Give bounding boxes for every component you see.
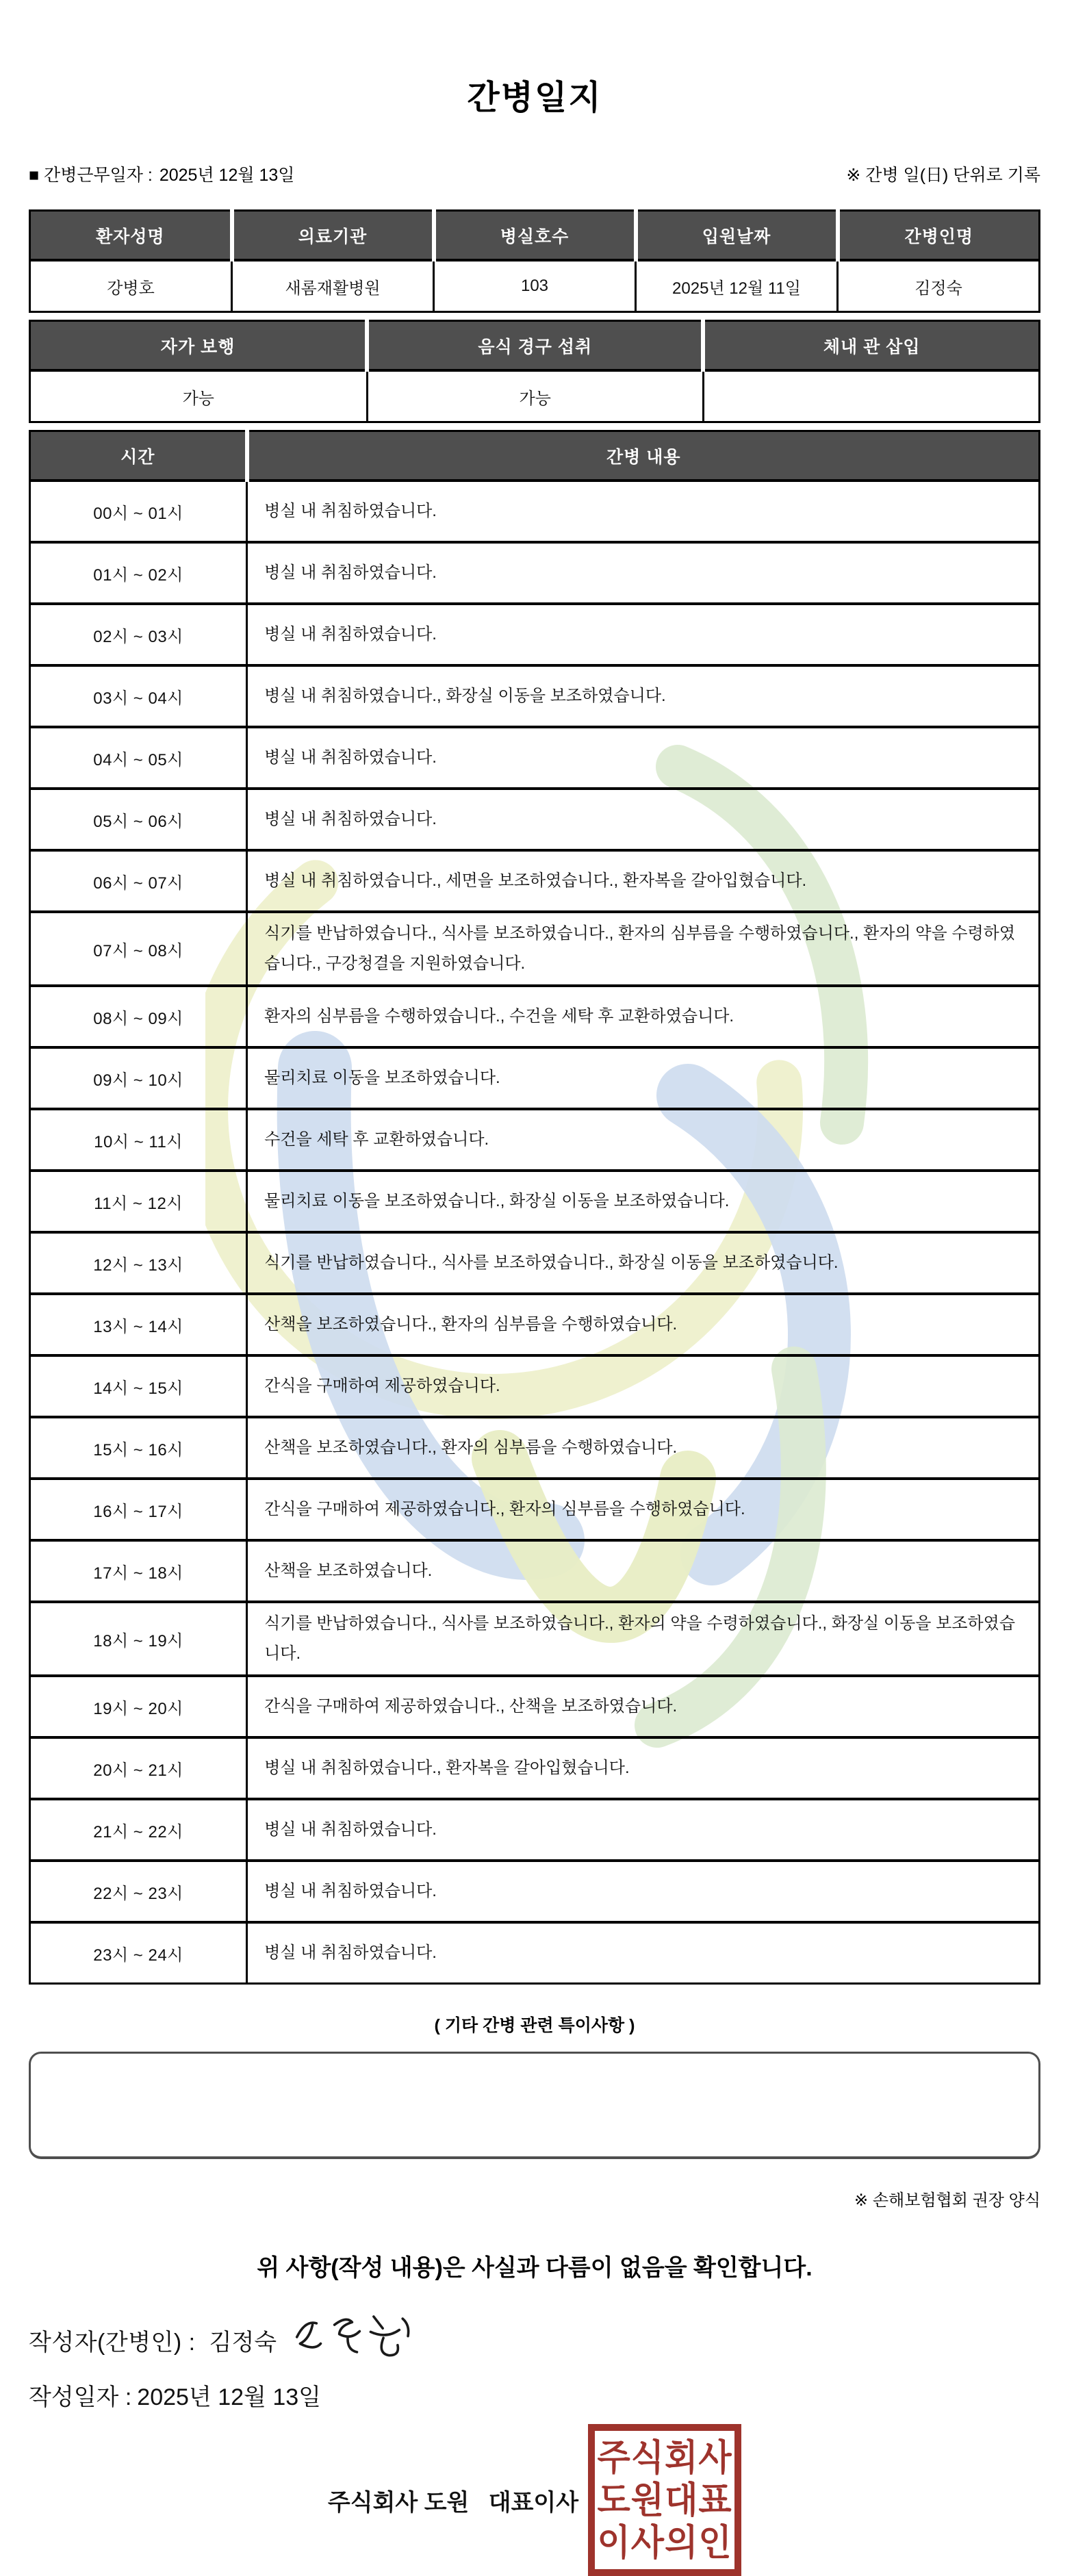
care-log-header-row — [30, 431, 1040, 481]
content-cell: 식기를 반납하였습니다., 식사를 보조하였습니다., 환자의 심부름을 수행하였습니다., 환자의 약을 수령하였습니다., 구강청결을 지원하였습니다. — [247, 912, 1040, 986]
page-title: 간병일지 — [467, 79, 602, 116]
care-log-row — [30, 1737, 1040, 1799]
content-cell: 물리치료 이동을 보조하였습니다., 화장실 이동을 보조하였습니다. — [247, 1171, 1040, 1232]
notes-box — [29, 2052, 1040, 2159]
care-log-row — [30, 1355, 1040, 1417]
content-cell: 물리치료 이동을 보조하였습니다. — [247, 1047, 1040, 1109]
time-cell: 22시 ~ 23시 — [30, 1861, 247, 1922]
time-cell: 03시 ~ 04시 — [30, 665, 247, 727]
care-log-row — [30, 542, 1040, 604]
time-cell: 06시 ~ 07시 — [30, 850, 247, 912]
header-caregiver-name: 간병인명 — [838, 211, 1040, 261]
care-log-row — [30, 912, 1040, 986]
content-cell: 병실 내 취침하였습니다. — [247, 481, 1040, 542]
date-label: 작성일자 : — [29, 2384, 132, 2410]
writer-line — [29, 2317, 1040, 2363]
time-cell: 01시 ~ 02시 — [30, 542, 247, 604]
time-cell: 13시 ~ 14시 — [30, 1294, 247, 1355]
value-medical-institution: 새롬재활병원 — [232, 260, 434, 312]
content-cell: 산책을 보조하였습니다., 환자의 심부름을 수행하였습니다. — [247, 1417, 1040, 1479]
care-log-row — [30, 1676, 1040, 1737]
handwritten-signature — [289, 2308, 422, 2367]
care-log-row — [30, 1922, 1040, 1984]
care-log-row — [30, 986, 1040, 1047]
date-value: 2025년 12월 13일 — [137, 2384, 321, 2410]
time-cell: 02시 ~ 03시 — [30, 604, 247, 665]
time-cell: 07시 ~ 08시 — [30, 912, 247, 986]
care-log-row — [30, 727, 1040, 789]
condition-table — [29, 320, 1040, 423]
time-cell: 00시 ~ 01시 — [30, 481, 247, 542]
seal-text-line: 이사의인 — [597, 2522, 732, 2563]
care-log-row — [30, 665, 1040, 727]
care-log-row — [30, 604, 1040, 665]
content-cell: 수건을 세탁 후 교환하였습니다. — [247, 1109, 1040, 1171]
time-cell: 10시 ~ 11시 — [30, 1109, 247, 1171]
content-cell: 병실 내 취침하였습니다., 세면을 보조하였습니다., 환자복을 갈아입혔습니다. — [247, 850, 1040, 912]
meta-row — [29, 162, 1040, 186]
care-log-row — [30, 1417, 1040, 1479]
time-cell: 16시 ~ 17시 — [30, 1479, 247, 1540]
value-room-number: 103 — [434, 260, 636, 312]
header-admission-date: 입원날짜 — [636, 211, 838, 261]
value-patient-name: 강병호 — [30, 260, 232, 312]
content-cell: 병실 내 취침하였습니다. — [247, 1861, 1040, 1922]
header-care-content: 간병 내용 — [247, 431, 1040, 481]
care-log-row — [30, 1479, 1040, 1540]
time-cell: 19시 ~ 20시 — [30, 1676, 247, 1737]
writer-label: 작성자(간병인) : — [29, 2329, 196, 2356]
company-row — [29, 2424, 1040, 2576]
content-cell: 병실 내 취침하였습니다., 화장실 이동을 보조하였습니다. — [247, 665, 1040, 727]
patient-info-table — [29, 209, 1040, 313]
content-cell: 병실 내 취침하였습니다. — [247, 789, 1040, 850]
value-tube-insertion — [703, 370, 1039, 422]
value-self-walking: 가능 — [30, 370, 368, 422]
care-log-row — [30, 789, 1040, 850]
condition-value-row — [30, 370, 1040, 422]
time-cell: 14시 ~ 15시 — [30, 1355, 247, 1417]
time-cell: 09시 ~ 10시 — [30, 1047, 247, 1109]
time-cell: 12시 ~ 13시 — [30, 1232, 247, 1294]
seal-text-line: 도원대표 — [597, 2479, 732, 2521]
content-cell: 간식을 구매하여 제공하였습니다., 환자의 심부름을 수행하였습니다. — [247, 1479, 1040, 1540]
care-log-row — [30, 481, 1040, 542]
content-cell: 병실 내 취침하였습니다. — [247, 604, 1040, 665]
time-cell: 15시 ~ 16시 — [30, 1417, 247, 1479]
content-cell: 식기를 반납하였습니다., 식사를 보조하였습니다., 화장실 이동을 보조하였습니다. — [247, 1232, 1040, 1294]
condition-header-row — [30, 321, 1040, 371]
seal-text-line: 주식회사 — [597, 2437, 732, 2478]
care-log-document — [29, 0, 1040, 2576]
header-medical-institution: 의료기관 — [232, 211, 434, 261]
content-cell: 식기를 반납하였습니다., 식사를 보조하였습니다., 환자의 약을 수령하였습니다., 화장실 이동을 보조하였습니다. — [247, 1602, 1040, 1676]
time-cell: 23시 ~ 24시 — [30, 1922, 247, 1984]
care-log-row — [30, 1540, 1040, 1602]
value-caregiver-name: 김정숙 — [838, 260, 1040, 312]
content-cell: 간식을 구매하여 제공하였습니다., 산책을 보조하였습니다. — [247, 1676, 1040, 1737]
time-cell: 11시 ~ 12시 — [30, 1171, 247, 1232]
time-cell: 18시 ~ 19시 — [30, 1602, 247, 1676]
time-cell: 08시 ~ 09시 — [30, 986, 247, 1047]
time-cell: 21시 ~ 22시 — [30, 1799, 247, 1861]
patient-info-header-row — [30, 211, 1040, 261]
care-log-row — [30, 1602, 1040, 1676]
date-line — [29, 2378, 1040, 2412]
value-admission-date: 2025년 12월 11일 — [636, 260, 838, 312]
care-work-date-value: 2025년 12월 13일 — [159, 166, 295, 185]
writer-name: 김정숙 — [209, 2329, 277, 2356]
content-cell: 병실 내 취침하였습니다. — [247, 1922, 1040, 1984]
time-cell: 05시 ~ 06시 — [30, 789, 247, 850]
care-log-row — [30, 1047, 1040, 1109]
notes-heading: ( 기타 간병 관련 특이사항 ) — [434, 2016, 635, 2035]
care-log-row — [30, 1232, 1040, 1294]
time-cell: 20시 ~ 21시 — [30, 1737, 247, 1799]
content-cell: 산책을 보조하였습니다., 환자의 심부름을 수행하였습니다. — [247, 1294, 1040, 1355]
content-cell: 병실 내 취침하였습니다. — [247, 1799, 1040, 1861]
header-time: 시간 — [30, 431, 247, 481]
form-recommendation-note: ※ 손해보험협회 권장 양식 — [854, 2191, 1040, 2210]
company-seal-stamp — [588, 2424, 741, 2576]
care-log-row — [30, 1861, 1040, 1922]
care-log-row — [30, 1171, 1040, 1232]
value-oral-intake: 가능 — [367, 370, 703, 422]
content-cell: 산책을 보조하였습니다. — [247, 1540, 1040, 1602]
time-cell: 17시 ~ 18시 — [30, 1540, 247, 1602]
content-cell: 병실 내 취침하였습니다., 환자복을 갈아입혔습니다. — [247, 1737, 1040, 1799]
care-work-date-label: ■ 간병근무일자 : — [29, 166, 153, 185]
care-work-date — [29, 162, 301, 186]
daily-unit-note: ※ 간병 일(日) 단위로 기록 — [846, 166, 1040, 185]
header-room-number: 병실호수 — [434, 211, 636, 261]
confirmation-statement: 위 사항(작성 내용)은 사실과 다름이 없음을 확인합니다. — [257, 2255, 813, 2281]
company-line: 주식회사 도원 대표이사 — [327, 2489, 579, 2516]
header-patient-name: 환자성명 — [30, 211, 232, 261]
time-cell: 04시 ~ 05시 — [30, 727, 247, 789]
content-cell: 간식을 구매하여 제공하였습니다. — [247, 1355, 1040, 1417]
header-tube-insertion: 체내 관 삽입 — [703, 321, 1039, 371]
header-oral-intake: 음식 경구 섭취 — [367, 321, 703, 371]
care-log-row — [30, 1799, 1040, 1861]
header-self-walking: 자가 보행 — [30, 321, 368, 371]
care-log-row — [30, 850, 1040, 912]
care-log-row — [30, 1109, 1040, 1171]
content-cell: 병실 내 취침하였습니다. — [247, 727, 1040, 789]
content-cell: 환자의 심부름을 수행하였습니다., 수건을 세탁 후 교환하였습니다. — [247, 986, 1040, 1047]
care-log-row — [30, 1294, 1040, 1355]
content-cell: 병실 내 취침하였습니다. — [247, 542, 1040, 604]
patient-info-value-row — [30, 260, 1040, 312]
care-log-table — [29, 430, 1040, 1985]
